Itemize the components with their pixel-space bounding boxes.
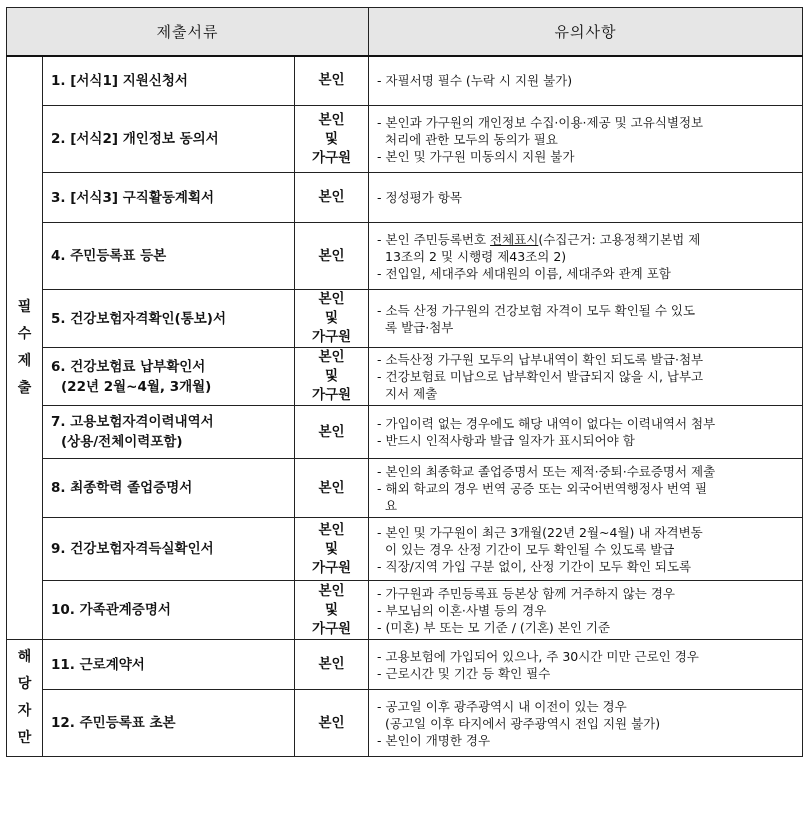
document-name: 4. 주민등록표 등본 xyxy=(43,223,295,290)
notes: - 본인과 가구원의 개인정보 수집·이용·제공 및 고유식별정보 처리에 관한 모두의 동의가 필요 - 본인 및 가구원 미동의시 지원 불가 xyxy=(369,106,803,173)
notes: - 자필서명 필수 (누락 시 지원 불가) xyxy=(369,56,803,106)
table-row xyxy=(7,56,803,106)
category-conditional: 해 당 자 만 xyxy=(7,640,43,757)
table-row xyxy=(7,459,803,518)
document-name: 7. 고용보험자격이력내역서 (상용/전체이력포함) xyxy=(43,406,295,459)
table-row xyxy=(7,348,803,406)
documents-table xyxy=(6,7,803,757)
document-name: 3. [서식3] 구직활동계획서 xyxy=(43,173,295,223)
document-name: 12. 주민등록표 초본 xyxy=(43,690,295,757)
table-row xyxy=(7,640,803,690)
submitter: 본인 및 가구원 xyxy=(295,290,369,348)
document-name: 9. 건강보험자격득실확인서 xyxy=(43,518,295,581)
table-row xyxy=(7,173,803,223)
submitter: 본인 및 가구원 xyxy=(295,348,369,406)
submitter: 본인 xyxy=(295,173,369,223)
document-name: 1. [서식1] 지원신청서 xyxy=(43,56,295,106)
notes: - 소득산정 가구원 모두의 납부내역이 확인 되도록 발급·첨부 - 건강보험료 미납으로 납부확인서 발급되지 않을 시, 납부고 지서 제출 xyxy=(369,348,803,406)
submitter: 본인 xyxy=(295,406,369,459)
table-row xyxy=(7,581,803,640)
table-row xyxy=(7,406,803,459)
table-row xyxy=(7,290,803,348)
submitter: 본인 xyxy=(295,56,369,106)
document-name: 6. 건강보험료 납부확인서 (22년 2월~4월, 3개월) xyxy=(43,348,295,406)
document-name: 11. 근로계약서 xyxy=(43,640,295,690)
document-name: 5. 건강보험자격확인(통보)서 xyxy=(43,290,295,348)
table-row xyxy=(7,690,803,757)
notes: - 고용보험에 가입되어 있으나, 주 30시간 미만 근로인 경우 - 근로시간 및 기간 등 확인 필수 xyxy=(369,640,803,690)
notes: - 정성평가 항목 xyxy=(369,173,803,223)
notes: - 가구원과 주민등록표 등본상 함께 거주하지 않는 경우 - 부모님의 이혼·사별 등의 경우 - (미혼) 부 또는 모 기준 / (기혼) 본인 기준 xyxy=(369,581,803,640)
table-row xyxy=(7,518,803,581)
notes: - 가입이력 없는 경우에도 해당 내역이 없다는 이력내역서 첨부 - 반드시 인적사항과 발급 일자가 표시되어야 함 xyxy=(369,406,803,459)
submitter: 본인 xyxy=(295,640,369,690)
submitter: 본인 및 가구원 xyxy=(295,106,369,173)
notes: - 본인 주민등록번호 전체표시(수집근거: 고용정책기본법 제 13조의 2 및 시행령 제43조의 2) - 전입일, 세대주와 세대원의 이름, 세대주와 관계 포함 xyxy=(369,223,803,290)
submitter: 본인 xyxy=(295,690,369,757)
notes: - 공고일 이후 광주광역시 내 이전이 있는 경우 (공고일 이후 타지에서 광주광역시 전입 지원 불가) - 본인이 개명한 경우 xyxy=(369,690,803,757)
notes: - 소득 산정 가구원의 건강보험 자격이 모두 확인될 수 있도 록 발급·첨부 xyxy=(369,290,803,348)
submitter: 본인 및 가구원 xyxy=(295,518,369,581)
category-required: 필 수 제 출 xyxy=(7,56,43,640)
table-header-row xyxy=(7,8,803,56)
document-name: 8. 최종학력 졸업증명서 xyxy=(43,459,295,518)
document-name: 10. 가족관계증명서 xyxy=(43,581,295,640)
table-row xyxy=(7,223,803,290)
header-notes: 유의사항 xyxy=(369,8,803,56)
document-name: 2. [서식2] 개인정보 동의서 xyxy=(43,106,295,173)
header-documents: 제출서류 xyxy=(7,8,369,56)
notes: - 본인 및 가구원이 최근 3개월(22년 2월~4월) 내 자격변동 이 있는 경우 산정 기간이 모두 확인될 수 있도록 발급 - 직장/지역 가입 구분 없이, 산정 기간이 모두 확인 되도록 xyxy=(369,518,803,581)
submitter: 본인 및 가구원 xyxy=(295,581,369,640)
full-display-underlined: 전체표시 xyxy=(490,231,539,247)
submitter: 본인 xyxy=(295,223,369,290)
submitter: 본인 xyxy=(295,459,369,518)
table-row xyxy=(7,106,803,173)
notes: - 본인의 최종학교 졸업증명서 또는 제적·중퇴·수료증명서 제출 - 해외 학교의 경우 번역 공증 또는 외국어번역행정사 번역 필 요 xyxy=(369,459,803,518)
